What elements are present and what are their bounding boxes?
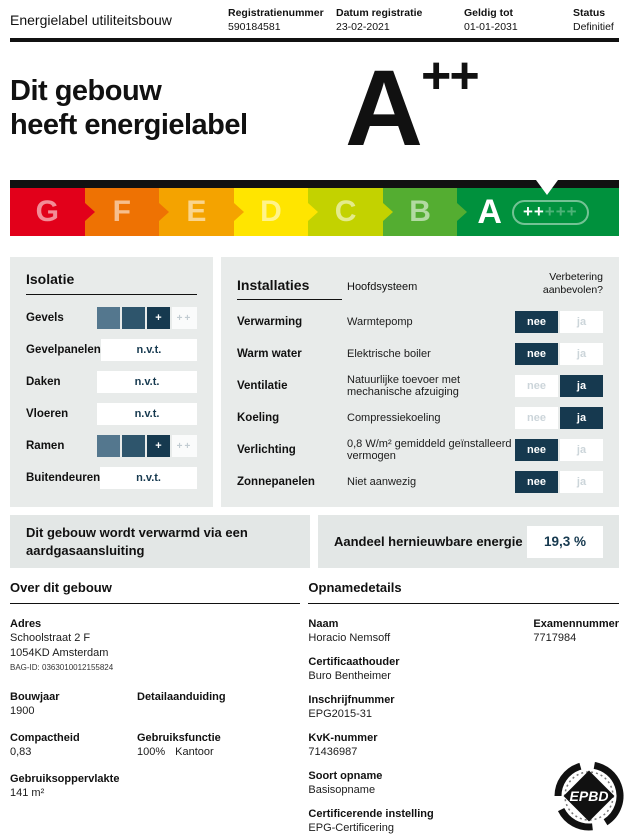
isolatie-row-vloeren: Vloeren n.v.t. (26, 403, 197, 425)
hoofdsysteem-header: Hoofdsysteem (347, 281, 418, 294)
isolatie-row-buitendeuren: Buitendeuren n.v.t. (26, 467, 197, 489)
chevron-right-icon (383, 203, 393, 221)
verbetering-header: Verbetering aanbevolen? (542, 271, 603, 297)
chevron-right-icon (159, 203, 169, 221)
kvk-nummer-block: KvK-nummer 71436987 (308, 732, 378, 759)
certificaathouder-block: Certificaathouder Buro Bentheimer (308, 656, 400, 683)
recommendation-toggle: nee ja (515, 407, 603, 429)
installaties-row-koeling: Koeling Compressiekoeling nee ja (237, 407, 603, 429)
installaties-row-verlichting: Verlichting 0,8 W/m² gemiddeld geïnstalleerd vermogen nee ja (237, 439, 603, 461)
recommendation-toggle: nee ja (515, 439, 603, 461)
svg-text:EPBD: EPBD (569, 788, 609, 804)
nvt-box: n.v.t. (97, 371, 197, 393)
installaties-title: Installaties (237, 277, 342, 300)
header-field-registratienummer: Registratienummer 590184581 (228, 7, 324, 33)
chevron-right-icon (85, 203, 95, 221)
renewable-percentage: 19,3 % (527, 526, 603, 558)
isolatie-title: Isolatie (26, 271, 197, 295)
bag-id: BAG-ID: 0363010012155824 (10, 663, 114, 673)
compactheid-block: Compactheid 0,83 (10, 732, 80, 759)
examennummer-block: Examennummer 7717984 (533, 618, 619, 645)
header-field-status: Status Definitief (573, 7, 614, 33)
segment-a-selected: A ++ +++ (457, 188, 619, 236)
header-field-geldig-tot: Geldig tot 01-01-2031 (464, 7, 518, 33)
installaties-row-warm-water: Warm water Elektrische boiler nee ja (237, 343, 603, 365)
chevron-right-icon (234, 203, 244, 221)
renewable-energy-callout: Aandeel hernieuwbare energie 19,3 % (318, 515, 619, 568)
rating-gevels: + ++ (97, 307, 197, 329)
detailaanduiding-block: Detailaanduiding (137, 691, 226, 704)
gebruiksoppervlakte-block: Gebruiksoppervlakte 141 m² (10, 773, 120, 800)
naam-block: Naam Horacio Nemsoff (308, 618, 391, 645)
header-fields (228, 7, 619, 33)
heating-callout: Dit gebouw wordt verwarmd via een aardgasaansluiting (10, 515, 310, 568)
inschrijfnummer-block: Inschrijfnummer EPG2015-31 (308, 694, 395, 721)
isolatie-row-gevels: Gevels + ++ (26, 307, 197, 329)
rating-ramen: + ++ (97, 435, 197, 457)
gebruiksfunctie-block: Gebruiksfunctie 100% Kantoor (137, 732, 221, 759)
isolatie-row-ramen: Ramen + ++ (26, 435, 197, 457)
document-header (10, 2, 619, 42)
segment-f: F (85, 188, 160, 236)
opnamedetails-title: Opnamedetails (308, 580, 619, 604)
over-dit-gebouw-section (10, 580, 300, 840)
header-field-datum-registratie: Datum registratie 23-02-2021 (336, 7, 423, 33)
isolatie-row-gevelpanelen: Gevelpanelen n.v.t. (26, 339, 197, 361)
installaties-row-ventilatie: Ventilatie Natuurlijke toevoer met mechanische afzuiging nee ja (237, 375, 603, 397)
hero-section (10, 46, 619, 168)
installaties-row-verwarming: Verwarming Warmtepomp nee ja (237, 311, 603, 333)
plus-rating-pill: ++ +++ (512, 200, 589, 225)
document-title: Energielabel utiliteitsbouw (10, 12, 172, 28)
nvt-box: n.v.t. (101, 339, 197, 361)
address-line: 1054KD Amsterdam (10, 647, 109, 660)
over-dit-gebouw-title: Over dit gebouw (10, 580, 300, 604)
chevron-right-icon (308, 203, 318, 221)
chevron-right-icon (457, 203, 467, 221)
installaties-row-zonnepanelen: Zonnepanelen Niet aanwezig nee ja (237, 471, 603, 493)
bouwjaar-block: Bouwjaar 1900 (10, 691, 60, 718)
address-line: Schoolstraat 2 F (10, 632, 91, 645)
scale-top-bar (10, 180, 619, 188)
isolatie-panel (10, 257, 213, 507)
epbd-seal-icon (552, 754, 626, 840)
installaties-header (237, 271, 603, 300)
naam-examen-row (308, 617, 619, 646)
nvt-box: n.v.t. (97, 403, 197, 425)
isolatie-row-daken: Daken n.v.t. (26, 371, 197, 393)
nvt-box: n.v.t. (100, 467, 197, 489)
segment-b: B (383, 188, 458, 236)
adres-block: Adres Schoolstraat 2 F 1054KD Amsterdam BAG-ID: 0363010012155824 (10, 617, 300, 674)
hero-statement: Dit gebouw heeft energielabel (10, 75, 248, 142)
segment-e: E (159, 188, 234, 236)
recommendation-toggle: nee ja (515, 375, 603, 397)
energy-scale-band (10, 180, 619, 236)
segment-c: C (308, 188, 383, 236)
energy-label-value: A++ (345, 46, 478, 168)
recommendation-toggle: nee ja (515, 311, 603, 333)
selected-label-pointer-icon (536, 180, 558, 195)
segment-d: D (234, 188, 309, 236)
recommendation-toggle: nee ja (515, 471, 603, 493)
recommendation-toggle: nee ja (515, 343, 603, 365)
certificerende-instelling-block: Certificerende instelling EPG-Certificering (308, 808, 434, 835)
soort-opname-block: Soort opname Basisopname (308, 770, 383, 797)
scale-segments (10, 188, 619, 236)
segment-g: G (10, 188, 85, 236)
installaties-panel (221, 257, 619, 507)
